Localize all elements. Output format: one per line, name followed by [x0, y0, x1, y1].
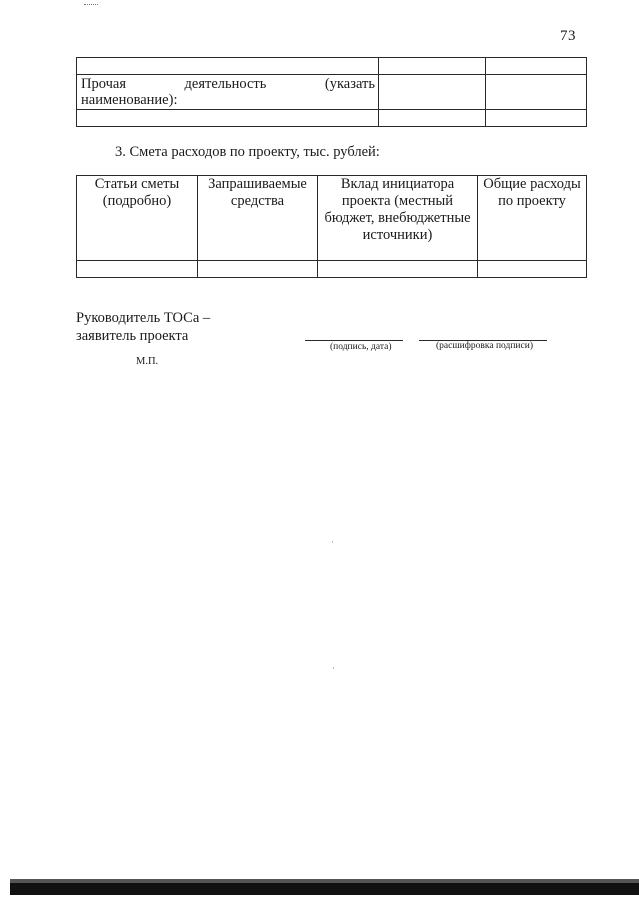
- table-cell: [379, 110, 486, 127]
- other-activity-cell: [77, 75, 379, 110]
- signatory-title-line2: заявитель проекта: [76, 328, 189, 344]
- other-activity-line1: [81, 76, 375, 92]
- other-activity-word: деятельность: [184, 76, 267, 92]
- column-header-contribution: Вклад инициатора проекта (местный бюджет, внебюджетные источники): [318, 176, 478, 261]
- page-number: 73: [560, 28, 576, 44]
- stamp-placeholder: М.П.: [136, 356, 159, 367]
- other-activity-line2: наименование):: [81, 92, 178, 108]
- section-heading-budget: 3. Смета расходов по проекту, тыс. рублей:: [115, 144, 380, 160]
- table-cell: [486, 58, 587, 75]
- table-row: [77, 110, 587, 127]
- table-cell: [379, 58, 486, 75]
- budget-table: [76, 175, 587, 278]
- signatory-title: [76, 309, 210, 345]
- table-cell: [318, 261, 478, 278]
- scan-artifact: [332, 541, 333, 543]
- table-row: [77, 58, 587, 75]
- table-row-other-activity: [77, 75, 587, 110]
- table-cell: [198, 261, 318, 278]
- signature-caption: (подпись, дата): [330, 342, 392, 352]
- table-header-row: [77, 176, 587, 261]
- table-cell: [379, 75, 486, 110]
- scan-artifact: [333, 667, 334, 669]
- table-row: [77, 261, 587, 278]
- scan-artifact: [84, 4, 98, 7]
- table-cell: [486, 75, 587, 110]
- table-cell: [77, 110, 379, 127]
- table-cell: [486, 110, 587, 127]
- other-activity-text: [77, 75, 378, 108]
- scan-border: [10, 883, 639, 895]
- other-activity-word: (указать: [324, 76, 375, 92]
- table-cell: [478, 261, 587, 278]
- signature-line: [305, 340, 403, 341]
- column-header-total: Общие расходы по проекту: [478, 176, 587, 261]
- other-activity-word: Прочая: [81, 76, 126, 92]
- name-decoding-caption: (расшифровка подписи): [436, 341, 533, 351]
- signatory-title-line1: Руководитель ТОСа –: [76, 310, 211, 326]
- column-header-requested: Запрашиваемые средства: [198, 176, 318, 261]
- activities-table: [76, 57, 587, 127]
- column-header-items: Статьи сметы (подробно): [77, 176, 198, 261]
- table-cell: [77, 58, 379, 75]
- table-cell: [77, 261, 198, 278]
